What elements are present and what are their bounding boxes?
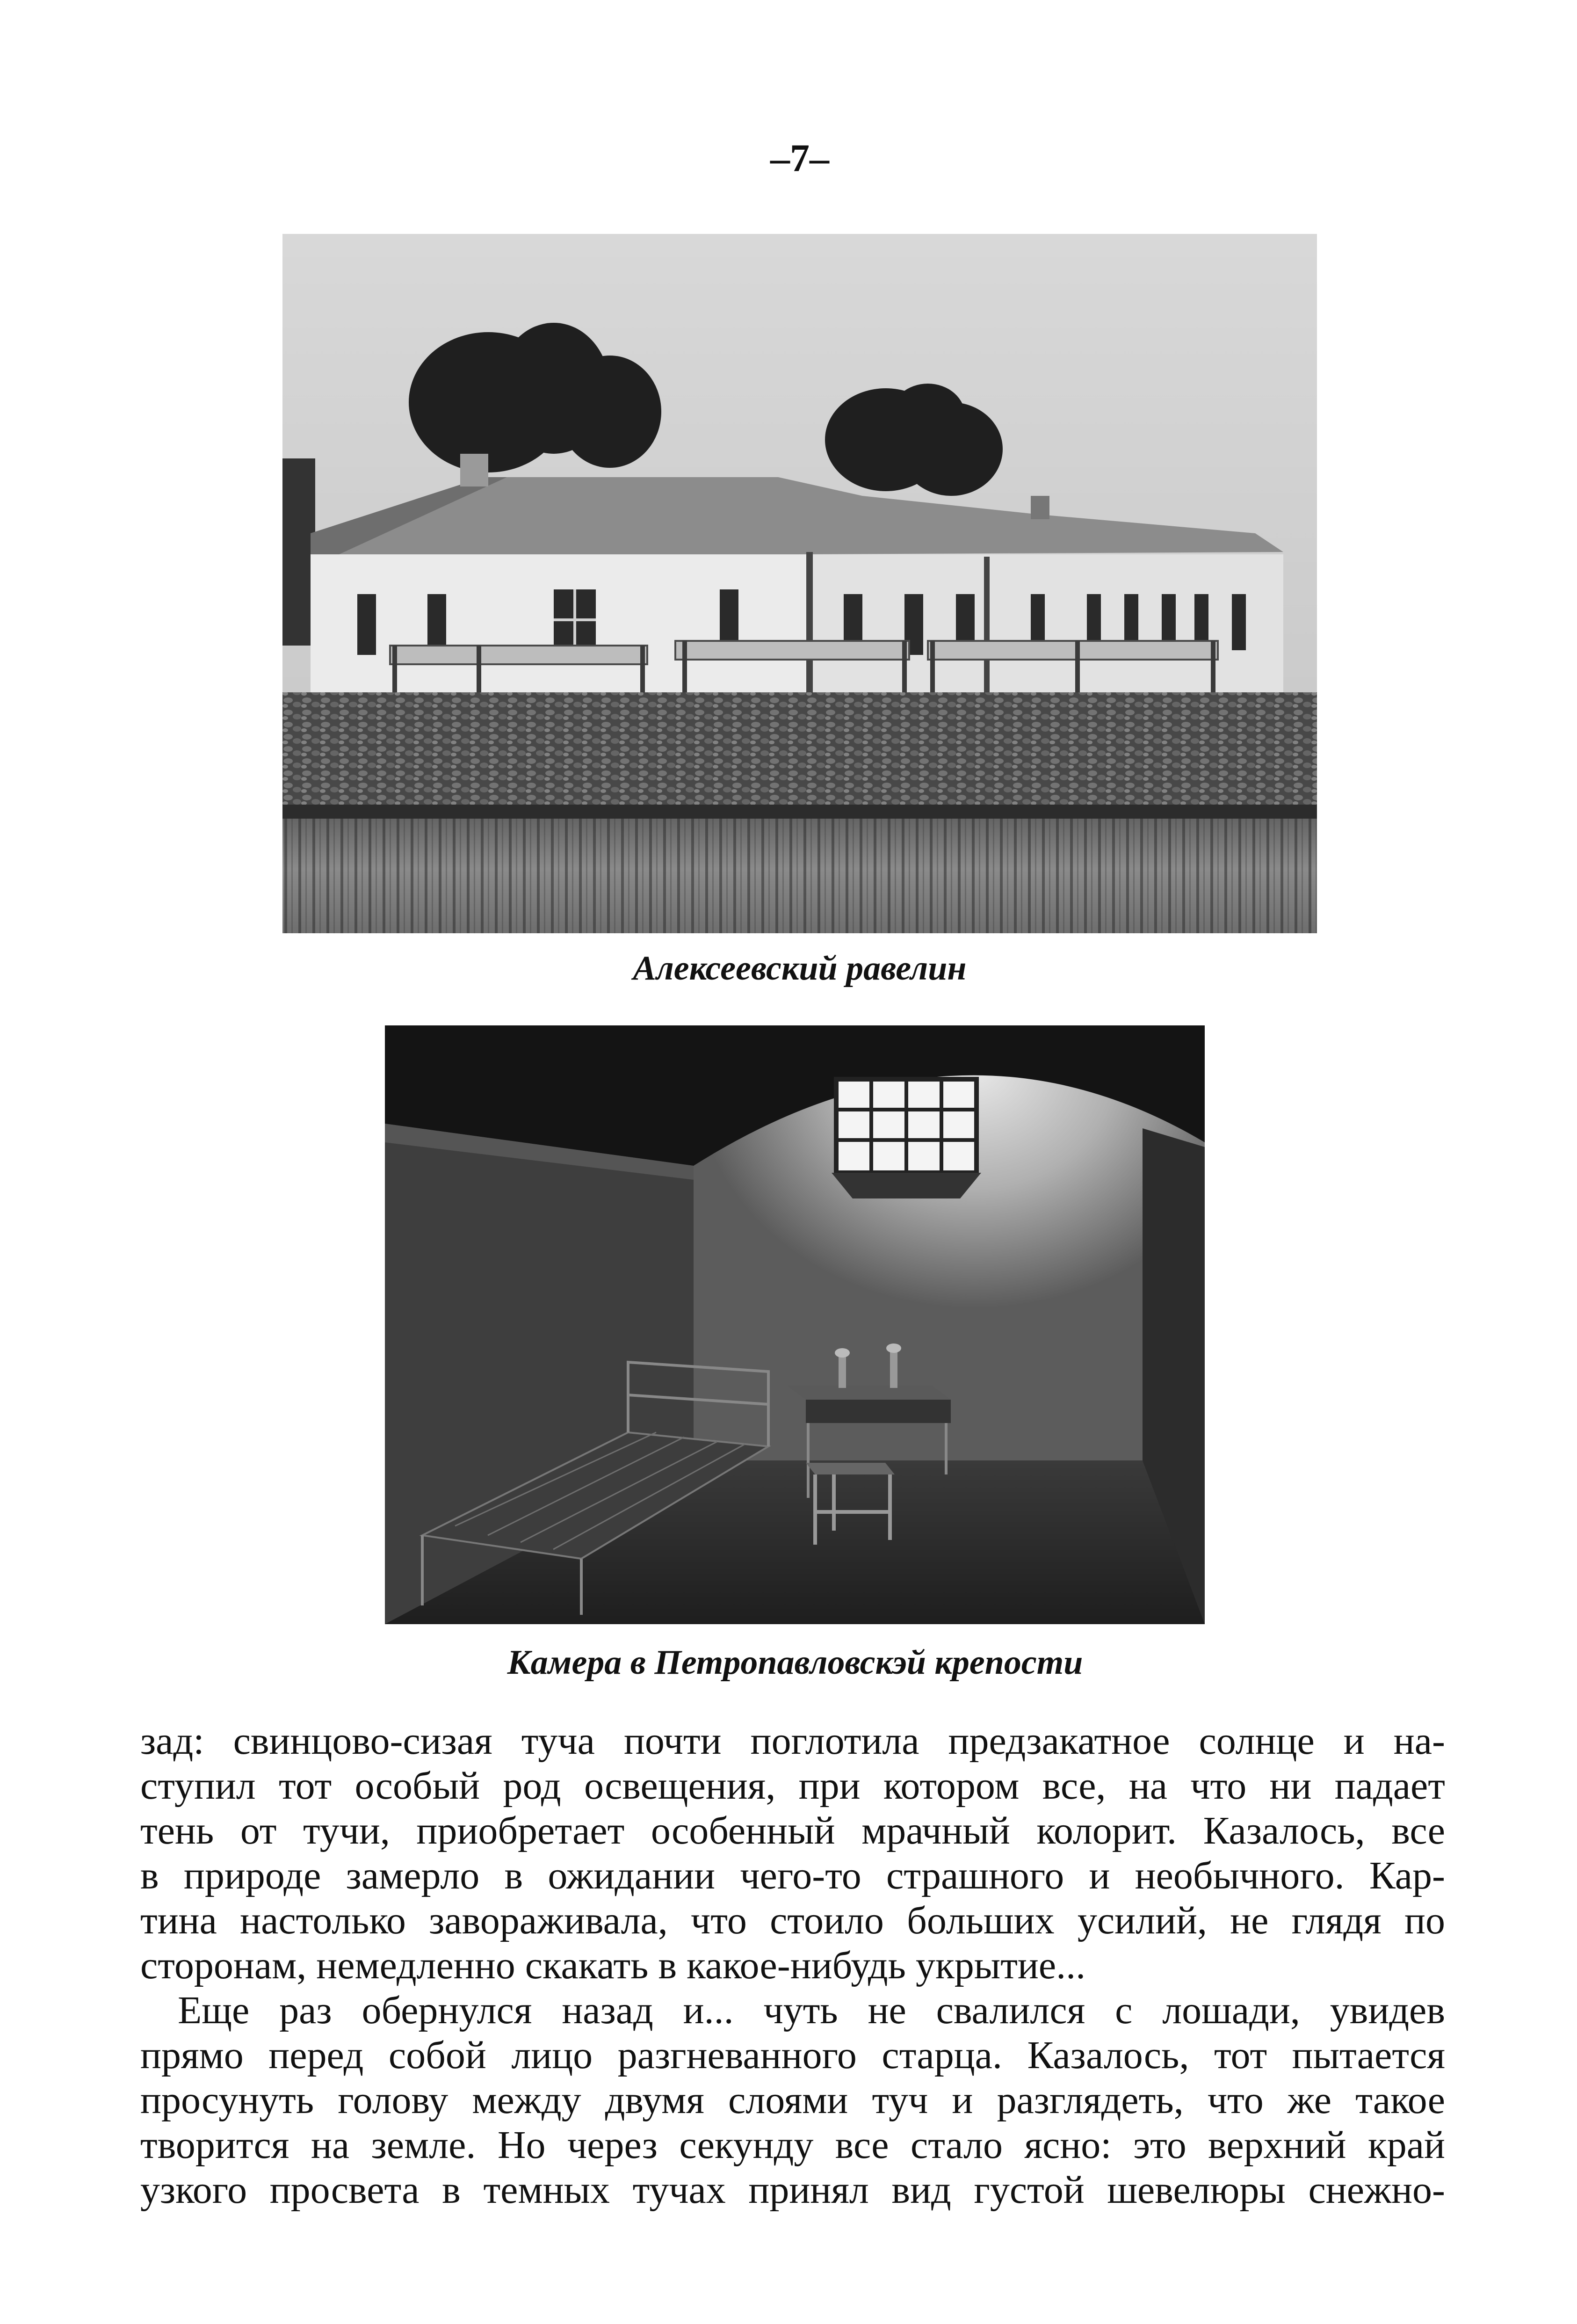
body-text [140,1719,1445,2213]
text-line: узкого просвета в темных тучах принял вид густой шевелюры снежно- [140,2168,1445,2212]
photo-prison-cell [385,1025,1205,1624]
text-line: тина настолько завораживала, что стоило больших усилий, не глядя по [140,1899,1445,1942]
photo-building-image [282,234,1317,933]
text-line-paragraph-start: Еще раз обернулся назад и... чуть не свалился с лошади, увидев [178,1989,1445,2032]
text-line: тень от тучи, приобретает особенный мрачный колорит. Казалось, все [140,1809,1445,1852]
page-number: –7– [770,137,829,180]
text-line: прямо перед собой лицо разгневанного старца. Казалось, тот пытается [140,2034,1445,2077]
text-line: творится на земле. Но через секунду все стало ясно: это верхний край [140,2123,1445,2167]
text-line: ступил тот особый род освещения, при котором все, на что ни падает [140,1764,1445,1808]
text-line: в природе замерло в ожидании чего-то страшного и необычного. Кар- [140,1854,1445,1897]
text-line: сторонам, немедленно скакать в какое-нибудь укрытие... [140,1944,1086,1987]
text-line: просунуть голову между двумя слоями туч и разглядеть, что же такое [140,2078,1445,2122]
figure-caption-1: Алексеевский равелин [633,949,967,988]
photo-building [282,234,1317,933]
text-line: зад: свинцово-сизая туча почти поглотила предзакатное солнце и на- [140,1719,1445,1763]
photo-prison-cell-image [385,1025,1205,1624]
figure-caption-2: Камера в Петропавловскэй крепости [507,1643,1083,1682]
